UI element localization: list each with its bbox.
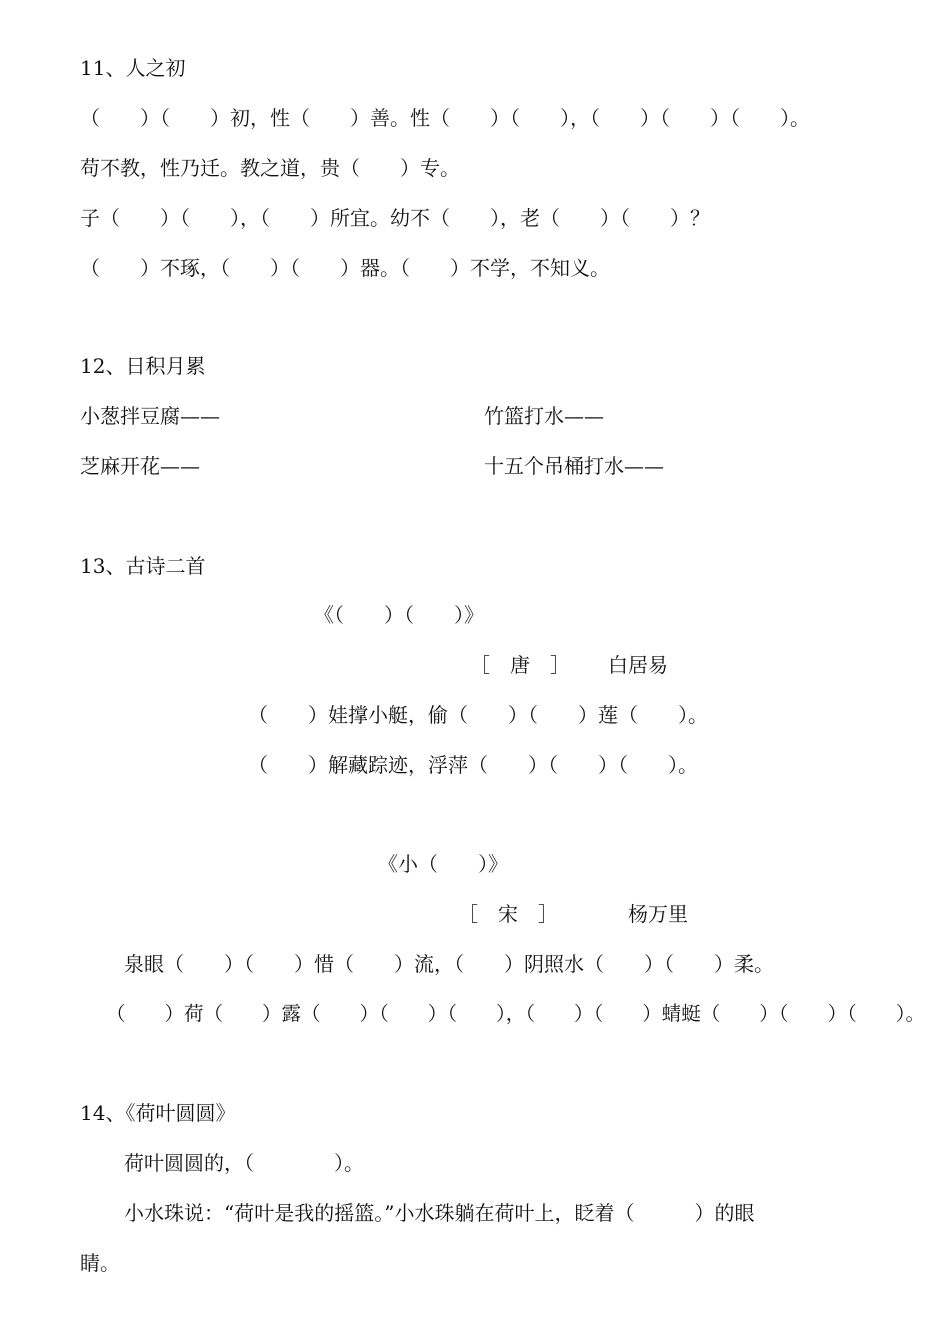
poem-2-title: 《小（ ）》 xyxy=(378,852,508,876)
saying-4: 十五个吊桶打水—— xyxy=(484,454,664,478)
section-13-title: 13、古诗二首 xyxy=(80,554,206,578)
section-14-line-3: 睛。 xyxy=(80,1251,120,1275)
poem-2-line-1: 泉眼（ ）（ ）惜（ ）流，（ ）阴照水（ ）（ ）柔。 xyxy=(124,952,774,976)
poem-1-line-2: （ ）解藏踪迹，浮萍（ ）（ ）（ ）。 xyxy=(248,753,698,777)
section-11-line-4: （ ）不琢，（ ）（ ）器。（ ）不学，不知义。 xyxy=(80,256,610,280)
section-14-title: 14、《荷叶圆圆》 xyxy=(80,1101,236,1125)
poem-1-line-1: （ ）娃撑小艇，偷（ ）（ ）莲（ ）。 xyxy=(248,703,708,727)
poem-2-line-2: （ ）荷（ ）露（ ）（ ）（ ），（ ）（ ）蜻蜓（ ）（ ）（ ）。 xyxy=(106,1002,926,1025)
section-11-line-3: 子（ ）（ ），（ ）所宜。幼不（ ），老（ ）（ ）？ xyxy=(80,206,710,230)
saying-2: 竹篮打水—— xyxy=(484,404,604,428)
poem-1-dynasty: ［ 唐 ］ xyxy=(470,653,570,677)
section-14-line-2: 小水珠说：“荷叶是我的摇篮。”小水珠躺在荷叶上，眨着（ ）的眼 xyxy=(124,1201,755,1225)
section-14-line-1: 荷叶圆圆的，（ ）。 xyxy=(124,1151,364,1175)
saying-3: 芝麻开花—— xyxy=(80,454,200,478)
poem-1-title: 《（ ）（ ）》 xyxy=(314,603,484,627)
poem-2-author: 杨万里 xyxy=(628,902,688,926)
poem-2-dynasty: ［ 宋 ］ xyxy=(458,902,558,926)
section-12-title: 12、日积月累 xyxy=(80,354,206,378)
section-11-line-1: （ ）（ ）初，性（ ）善。性（ ）（ ），（ ）（ ）（ ）。 xyxy=(80,106,810,130)
section-11-line-2: 苟不教，性乃迁。教之道，贵（ ）专。 xyxy=(80,156,460,180)
section-11-title: 11、人之初 xyxy=(80,56,186,80)
saying-1: 小葱拌豆腐—— xyxy=(80,404,220,428)
poem-1-author: 白居易 xyxy=(608,653,668,677)
